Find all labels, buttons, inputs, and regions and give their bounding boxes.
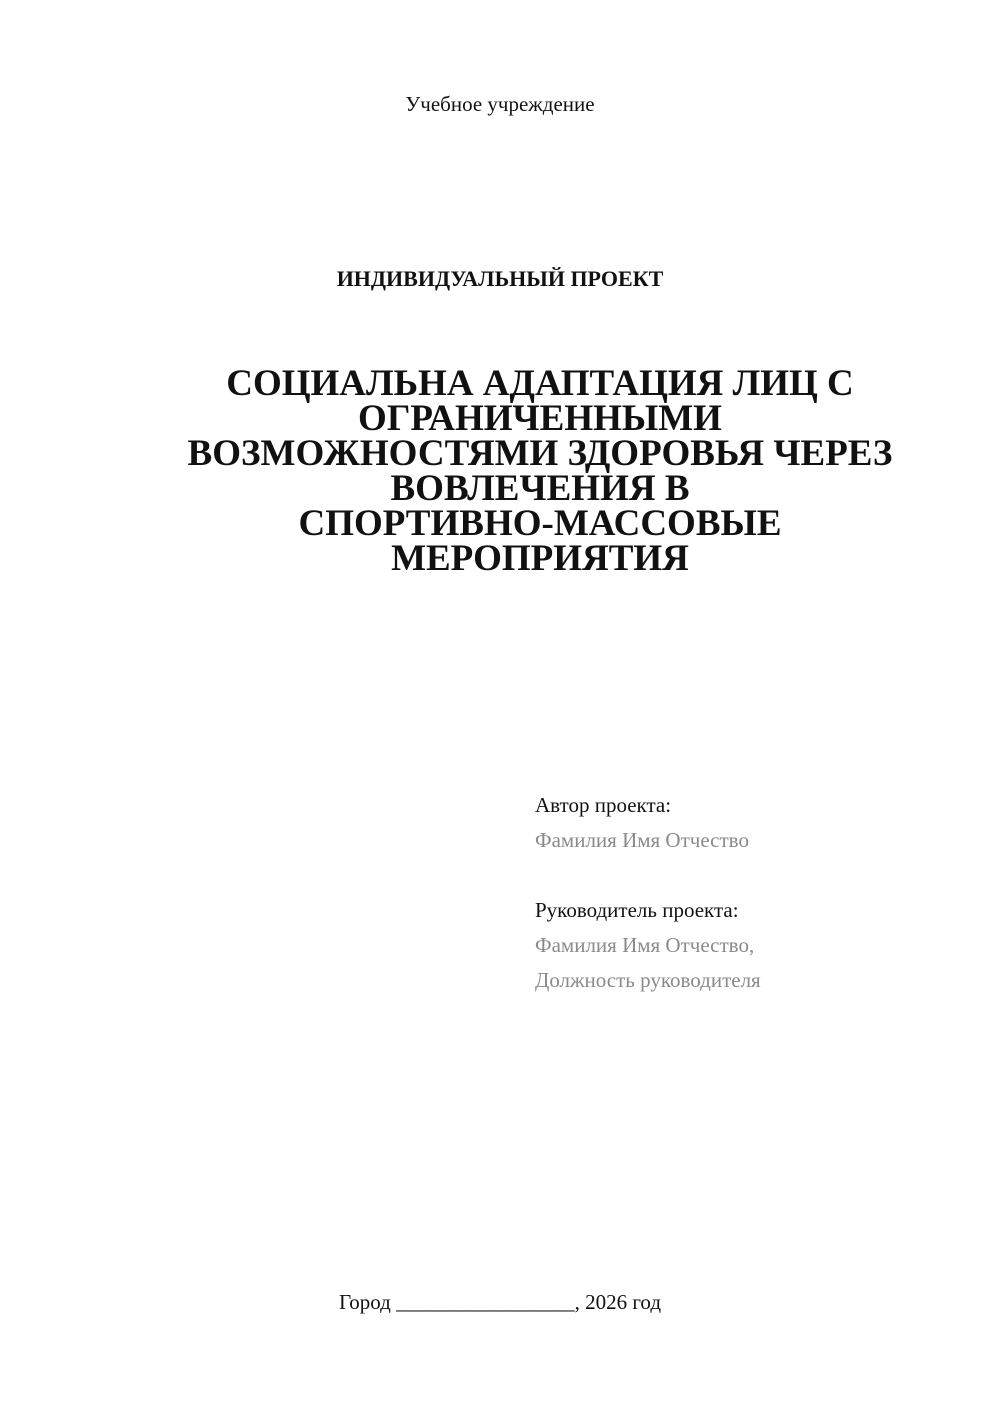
supervisor-block — [535, 893, 975, 998]
title-line: СОЦИАЛЬНА АДАПТАЦИЯ ЛИЦ С — [226, 363, 854, 404]
supervisor-position: Должность руководителя — [535, 968, 761, 992]
title-line: ВОВЛЕЧЕНИЯ В — [390, 468, 690, 509]
author-name: Фамилия Имя Отчество — [535, 828, 749, 852]
city-year-line: Город _________________, 2026 год — [338, 1290, 662, 1314]
title-line: ОГРАНИЧЕННЫМИ — [358, 398, 722, 439]
supervisor-name: Фамилия Имя Отчество, — [535, 933, 755, 957]
author-block — [535, 788, 975, 858]
institution-name: Учебное учреждение — [405, 92, 595, 116]
title-line: МЕРОПРИЯТИЯ — [391, 538, 689, 579]
document-type: ИНДИВИДУАЛЬНЫЙ ПРОЕКТ — [336, 266, 664, 291]
project-title — [140, 363, 940, 579]
title-line: СПОРТИВНО-МАССОВЫЕ — [298, 503, 782, 544]
title-line: ВОЗМОЖНОСТЯМИ ЗДОРОВЬЯ ЧЕРЕЗ — [187, 433, 893, 474]
supervisor-label: Руководитель проекта: — [535, 898, 739, 922]
author-label: Автор проекта: — [535, 793, 672, 817]
